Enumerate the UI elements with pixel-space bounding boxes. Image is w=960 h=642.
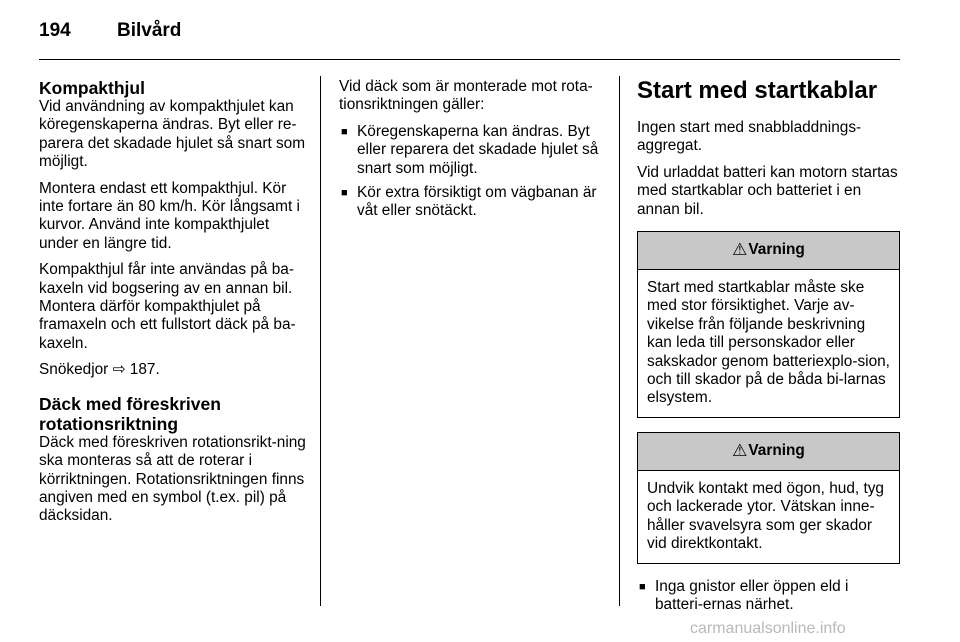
column-1: [39, 78, 309, 534]
paragraph: Vid urladdat batteri kan motorn startas med startkablar och batteriet i en annan bil.: [637, 163, 898, 218]
warning-icon: ⚠: [732, 441, 748, 461]
bullet-marker-icon: ■: [639, 580, 646, 593]
page-ref-link[interactable]: 187.: [129, 361, 160, 379]
paragraph: Vid användning av kompakthjulet kan köregenskaperna ändras. Byt eller re-parera det skadade hjulet så snart som möjligt.: [39, 98, 306, 171]
warning-title: Varning: [748, 241, 805, 259]
header-rule: [39, 59, 900, 60]
bullet-marker-icon: ■: [341, 187, 348, 200]
paragraph: Montera endast ett kompakthjul. Kör inte fortare än 80 km/h. Kör långsamt i kurvor. Använd inte kompakthjulet under en längre tid.: [39, 179, 300, 252]
page-title: Bilvård: [117, 20, 182, 41]
heading-rotation-tyres: Däck med föreskriven rotationsriktning: [39, 393, 221, 434]
warning-text: Start med startkablar måste ske med stor försiktighet. Varje av-vikelse från följande beskrivning kan leda till personskador eller sakskador genom batteriexplo-sion, och till skador på de båda bi-larnas elsystem.: [647, 279, 890, 407]
paragraph: Vid däck som är monterade mot rota-tionsriktningen gäller:: [339, 78, 593, 114]
paragraph: Däck med föreskriven rotationsrikt-ning ska monteras så att de roterar i körriktningen. Rotationsriktningen finns angiven med en symbol (t.ex. pil) på däcksidan.: [39, 433, 306, 525]
list-item-text: Kör extra försiktigt om vägbanan är våt eller snötäckt.: [357, 184, 597, 220]
heading-kompakthjul: Kompakthjul: [39, 78, 145, 98]
watermark: carmanualsonline.info: [690, 620, 846, 637]
warning-title: Varning: [748, 442, 805, 460]
page-number: 194: [39, 20, 71, 41]
list-item-text: Köregenskaperna kan ändras. Byt eller reparera det skadade hjulet så snart som möjligt.: [357, 122, 599, 177]
warning-box: [637, 432, 900, 564]
column-3: [637, 78, 900, 620]
list-item: [339, 123, 605, 178]
list-item: [637, 578, 900, 615]
warning-header: [638, 433, 899, 471]
page-ref-arrow-icon[interactable]: ⇨: [112, 361, 126, 379]
warning-box: [637, 231, 900, 418]
list-item: [339, 184, 605, 221]
reference-text: Snökedjor: [39, 361, 109, 379]
warning-icon: ⚠: [732, 240, 748, 260]
section-heading: Start med startkablar: [637, 77, 878, 104]
column-2: [339, 78, 605, 227]
bullet-marker-icon: ■: [341, 125, 348, 138]
column-divider: [320, 76, 321, 606]
warning-text: Undvik kontakt med ögon, hud, tyg och lackerade ytor. Vätskan inne-håller svavelsyra som ger skador vid direktkontakt.: [647, 479, 884, 553]
column-divider: [619, 76, 620, 606]
list-item-text: Inga gnistor eller öppen eld i batteri-ernas närhet.: [655, 577, 849, 613]
warning-header: [638, 232, 899, 270]
paragraph: Kompakthjul får inte användas på ba-kaxeln vid bogsering av en annan bil. Montera därför kompakthjulet på framaxeln och ett fullstort däck på ba-kaxeln.: [39, 261, 296, 352]
paragraph: Ingen start med snabbladdnings-aggregat.: [637, 119, 862, 155]
snow-chain-reference: [39, 361, 309, 379]
